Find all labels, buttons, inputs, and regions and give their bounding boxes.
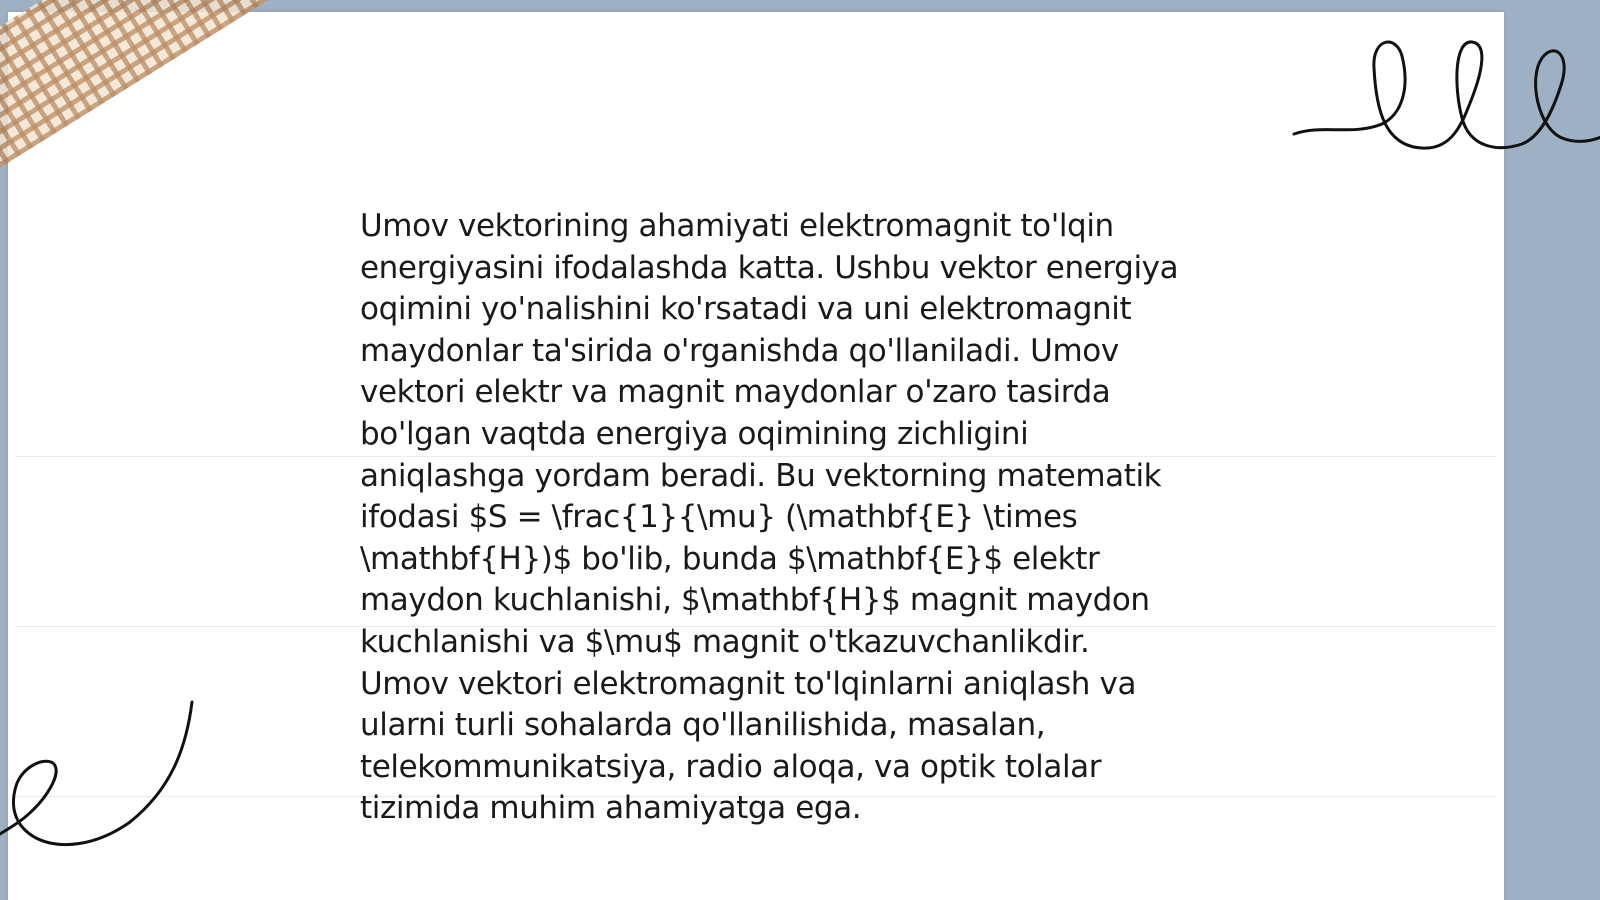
body-paragraph: Umov vektorining ahamiyati elektromagnit to'lqin energiyasini ifodalashda katta. Ushbu vektor energiya oqimini yo'nalishini ko'rsatadi va uni elektromagnit maydonlar ta'sirida o'rganishda qo'llaniladi. Umov vektori elektr va magnit maydonlar o'zaro tasirda bo'lgan vaqtda energiya oqimining zichligini aniqlashga yordam beradi. Bu vektorning matematik ifodasi $S = \frac{1}{\mu} (\mathbf{E} \times \mathbf{H})$ bo'lib, bunda $\mathbf{E}$ elektr maydon kuchlanishi, $\mathbf{H}$ magnit maydon kuchlanishi va $\mu$ magnit o'tkazuvchanlikdir. Umov vektori elektromagnit to'lqinlarni aniqlash va ularni turli sohalarda qo'llanilishida, masalan, telekommunikatsiya, radio aloqa, va optik tolalar tizimida muhim ahamiyatga ega. <box>360 208 1179 827</box>
checkmark-swirl-icon <box>0 700 200 860</box>
loop-swirl-icon <box>1292 28 1600 168</box>
